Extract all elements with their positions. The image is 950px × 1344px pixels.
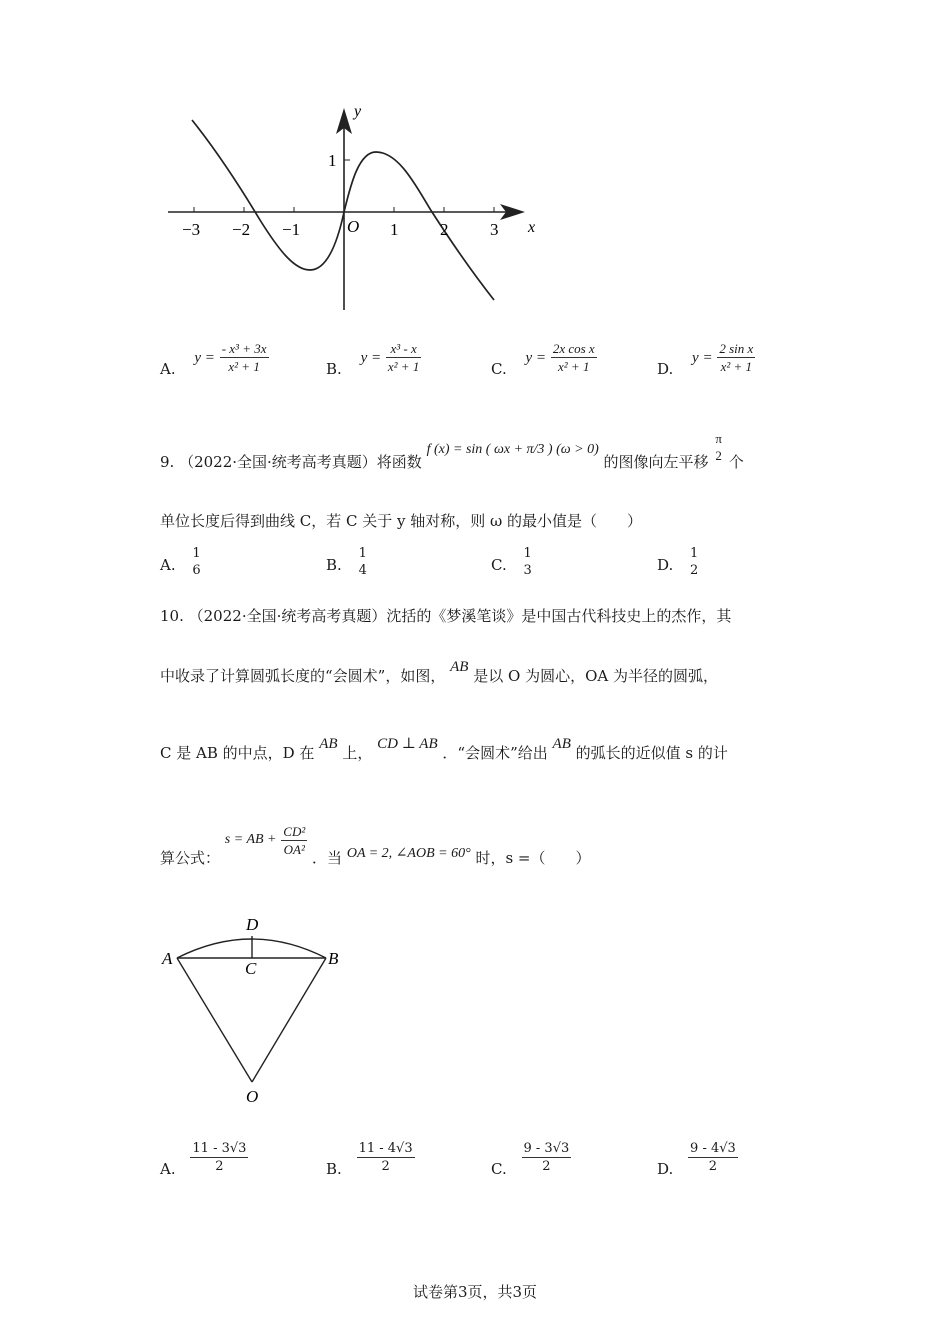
- x-tick-3: 3: [490, 220, 499, 239]
- q10-option-d[interactable]: D. $\frac{9 - 4√3}{2}$: [657, 1141, 736, 1178]
- function-expression: f (x) = sin ( ωx + π/3 ) (ω > 0): [426, 442, 599, 457]
- x-tick-neg3: −3: [182, 220, 201, 239]
- x-tick-neg2: −2: [232, 220, 251, 239]
- origin-label: O: [347, 217, 360, 236]
- x-axis-label: x: [528, 219, 536, 236]
- function-graph: [150, 90, 560, 320]
- q8-option-a[interactable]: A. y = $\frac{\text{- x³ + 3x}}{\text{x² + 1}}$: [160, 341, 267, 378]
- y-tick-1: 1: [328, 151, 337, 170]
- q9-option-c[interactable]: C. 1 3: [491, 546, 532, 578]
- question-number: 9.: [160, 453, 175, 471]
- q9-option-d[interactable]: D. 1 2: [657, 546, 699, 578]
- formula-lhs: s = AB +: [224, 831, 277, 847]
- condition: OA = 2, ∠AOB = 60°: [346, 845, 471, 861]
- x-tick-2: 2: [440, 220, 449, 239]
- question-number: 10.: [160, 607, 184, 625]
- x-tick-1: 1: [390, 220, 399, 239]
- q8-option-c[interactable]: C. y = $\frac{\text{2x cos x}}{\text{x² + 1}}$: [491, 341, 595, 378]
- x-tick-neg1: −1: [282, 220, 301, 239]
- q9-option-a[interactable]: A. 1 6: [160, 546, 201, 578]
- label-c: C: [245, 959, 257, 978]
- function-curve: [192, 120, 494, 300]
- q10-line3: C 是 AB 的中点，D 在 AB 上， CD ⊥ AB ．“会圆术”给出 AB 的弧长的近似值 s 的计: [160, 736, 728, 762]
- q9-option-b[interactable]: B. 1 4: [326, 546, 367, 578]
- q10-line2: 中收录了计算圆弧长度的“会圆术”，如图， AB 是以 O 为圆心，OA 为半径的圆弧，: [160, 659, 718, 685]
- q8-option-d[interactable]: D. y = $\frac{\text{2 sin x}}{\text{x² + 1}}$: [657, 341, 754, 378]
- q10-option-b[interactable]: B. $\frac{11 - 4√3}{2}$: [326, 1141, 413, 1178]
- option-letter: D.: [657, 359, 674, 378]
- page-footer: 试卷第3页，共3页: [412, 1283, 538, 1301]
- perpendicular-expression: CD ⊥ AB: [377, 736, 438, 752]
- q10-option-a[interactable]: A. $\frac{11 - 3√3}{2}$: [160, 1141, 247, 1178]
- label-a: A: [162, 949, 173, 968]
- q8-option-b[interactable]: B. y = $\frac{\text{x³ - x}}{\text{x² + 1}}$: [326, 341, 420, 378]
- arc-ab: AB: [319, 736, 338, 752]
- label-o: O: [246, 1087, 259, 1106]
- option-letter: A.: [160, 359, 176, 378]
- y-axis-label: y: [354, 103, 362, 120]
- segment-ob: [252, 958, 326, 1082]
- q10-option-c[interactable]: C. $\frac{9 - 3√3}{2}$: [491, 1141, 570, 1178]
- sector-figure: [150, 910, 360, 1110]
- arc-ab: AB: [552, 736, 571, 752]
- q9-line1: 9. （2022·全国·统考高考真题）将函数 f (x) = sin ( ωx + π/3 ) (ω > 0) 的图像向左平移 π 2 个: [160, 431, 744, 471]
- label-d: D: [246, 915, 259, 934]
- label-b: B: [328, 949, 339, 968]
- q10-line4: 算公式： s = AB + $\frac{\text{CD²}}{\text{OA²}}$ ．当 OA = 2, ∠AOB = 60° 时，s =（ ）: [160, 824, 591, 867]
- arc-ab: AB: [450, 659, 469, 675]
- option-letter: C.: [491, 359, 507, 378]
- segment-oa: [177, 958, 252, 1082]
- q10-line1: 10. （2022·全国·统考高考真题）沈括的《梦溪笔谈》是中国古代科技史上的杰作，其: [160, 607, 732, 625]
- q9-line2: 单位长度后得到曲线 C，若 C 关于 y 轴对称，则 ω 的最小值是（ ）: [160, 512, 643, 530]
- option-letter: B.: [326, 359, 342, 378]
